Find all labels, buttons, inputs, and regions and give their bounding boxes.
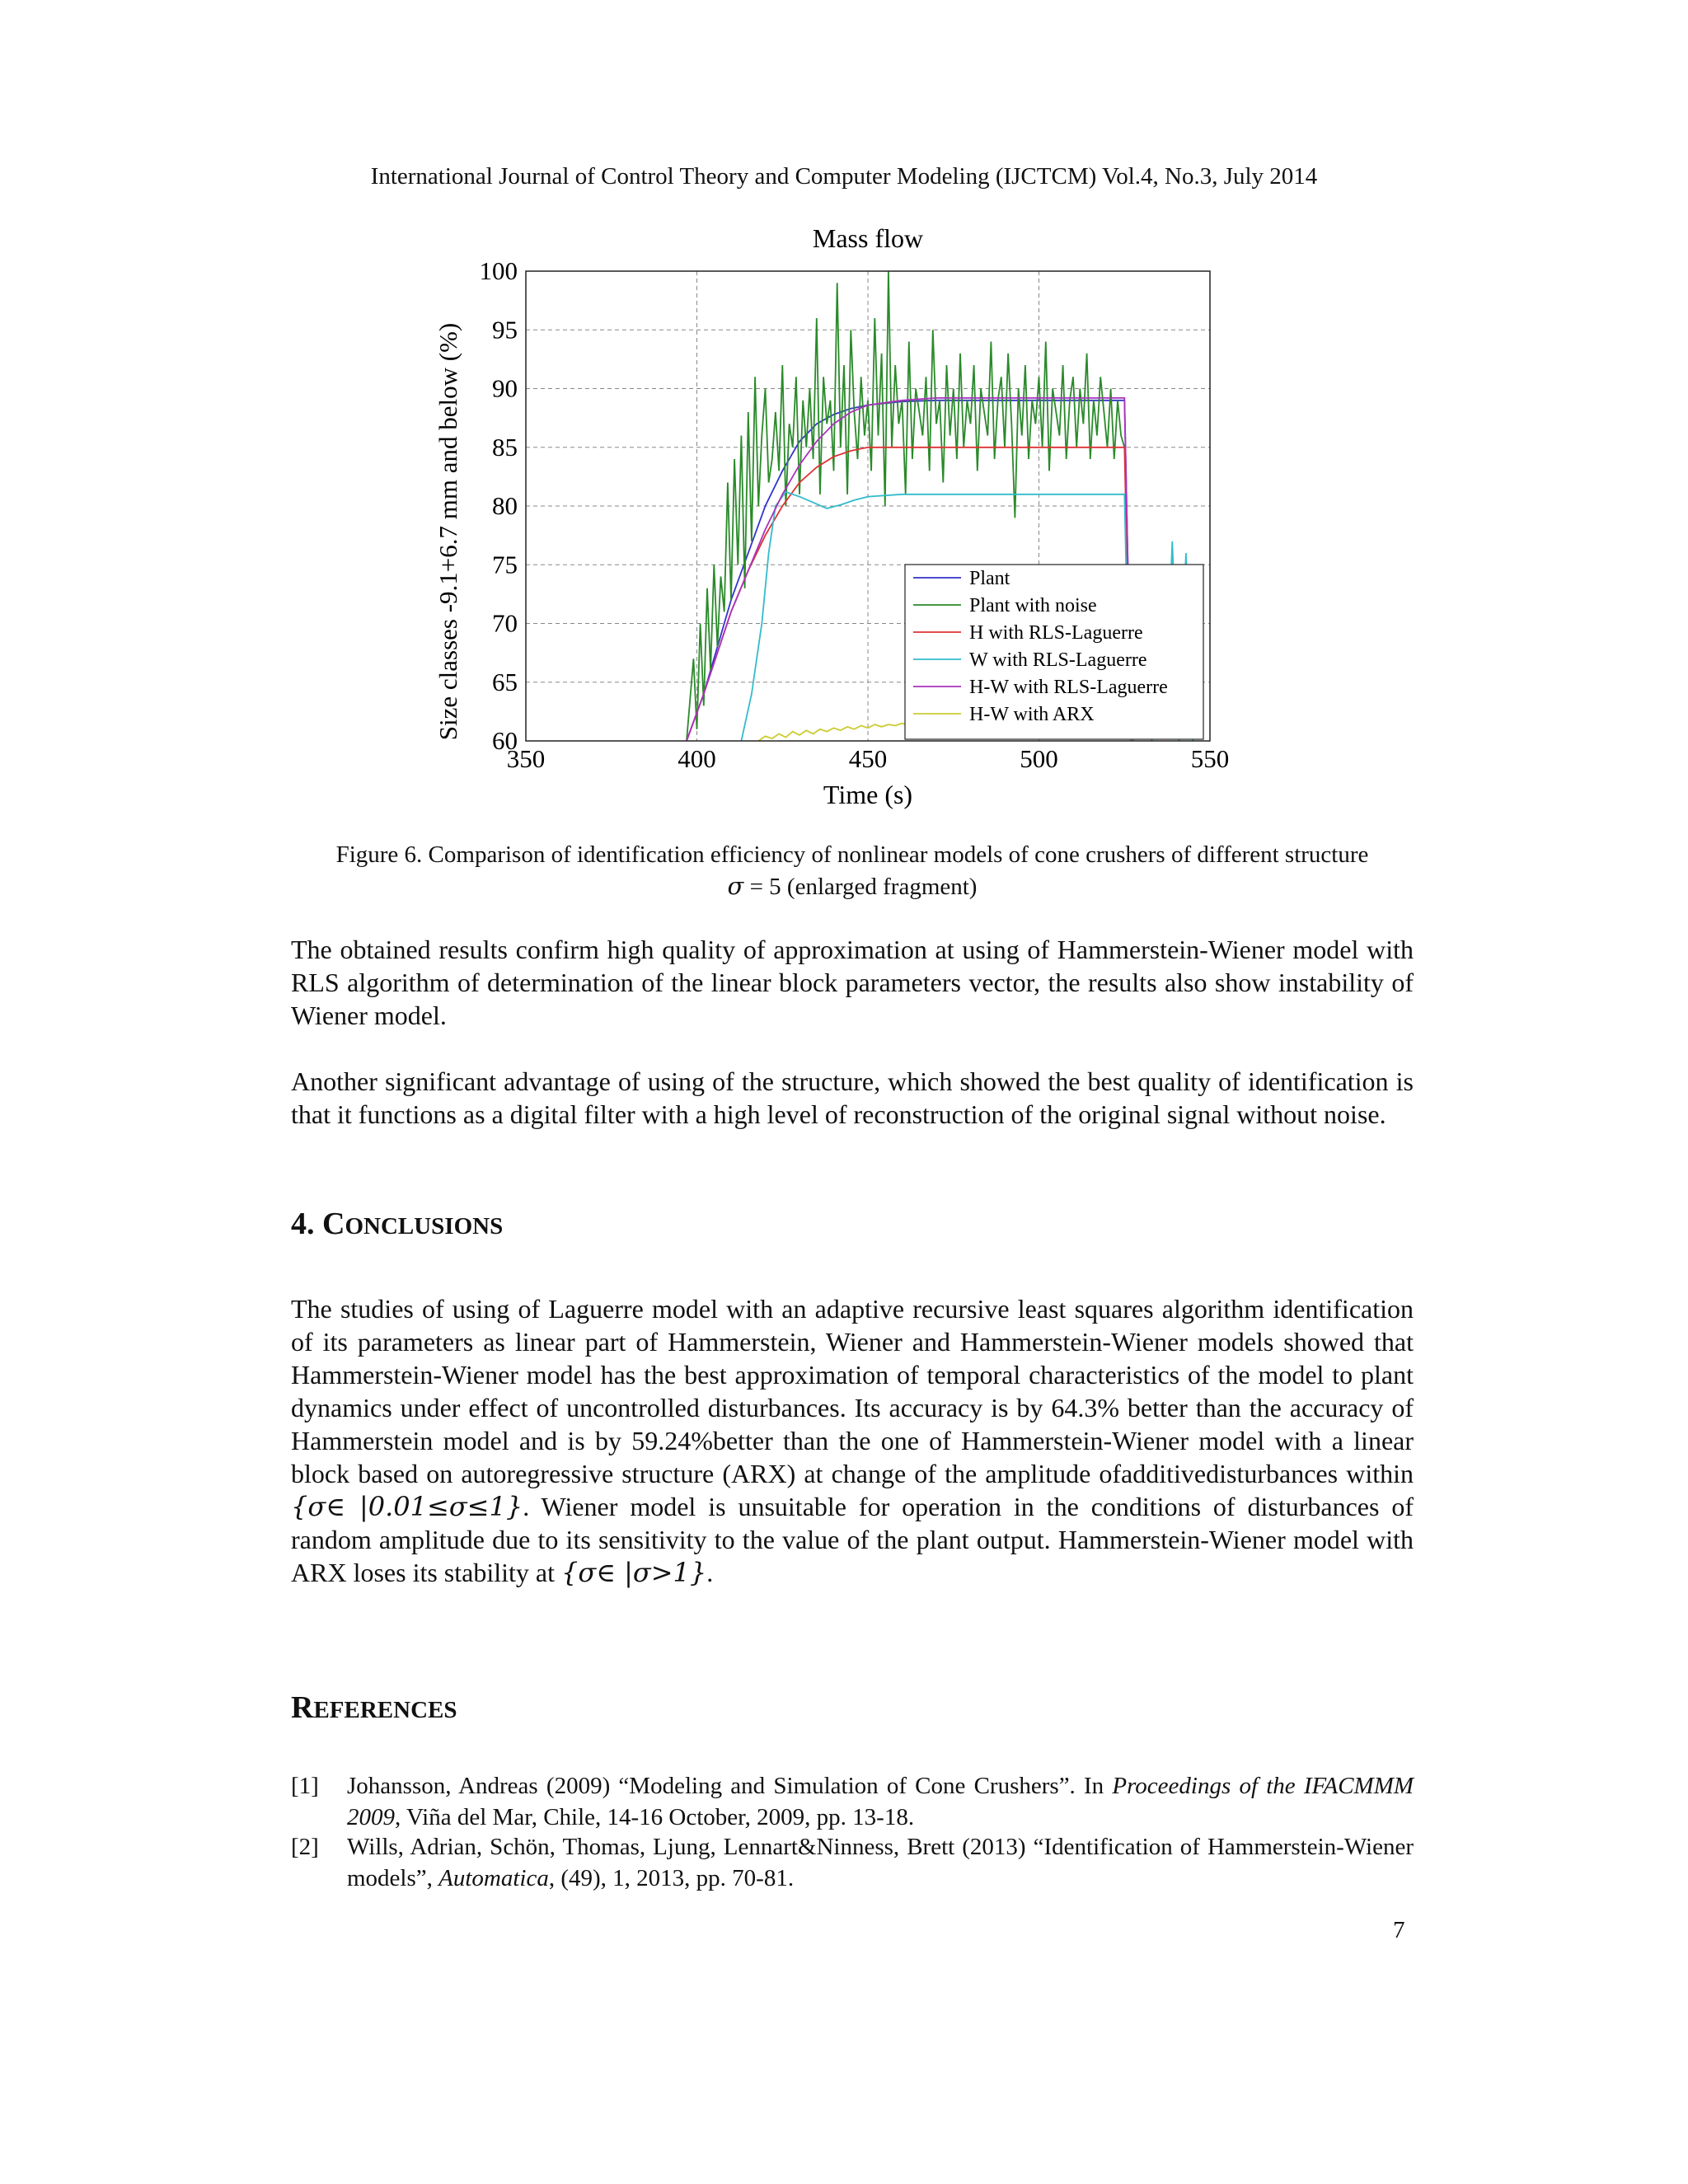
section-first-letter: C — [322, 1207, 345, 1241]
x-tick-label: 500 — [1020, 744, 1058, 773]
chart-title: Mass flow — [812, 223, 924, 253]
journal-header: International Journal of Control Theory and Computer Modeling (IJCTCM) Vol.4, No.3, July 2014 — [370, 163, 1318, 190]
y-tick-label: 75 — [492, 550, 518, 579]
caption-line-2-text: = 5 (enlarged fragment) — [743, 874, 978, 900]
legend-label: W with RLS-Laguerre — [969, 649, 1147, 671]
reference-number: [2] — [291, 1834, 319, 1860]
legend-label: H-W with RLS-Laguerre — [969, 677, 1168, 698]
legend-label: Plant — [969, 568, 1010, 589]
chart-x-axis-label: Time (s) — [823, 780, 913, 809]
paragraph-results: The obtained results confirm high quality of approximation at using of Hammerstein-Wiener model with RLS algorithm of determination of the linear block parameters vector, the results also show instability of Wiener model. — [291, 935, 1414, 1030]
math-sigma-greater: {σ∈ |σ>1} — [561, 1557, 707, 1588]
chart-legend — [905, 565, 1203, 739]
reference-text-post: , (49), 1, 2013, pp. 70-81. — [548, 1865, 795, 1891]
y-tick-label: 100 — [479, 256, 518, 285]
y-tick-label: 95 — [492, 315, 518, 344]
section-heading-conclusions — [291, 1206, 503, 1242]
math-sigma-range: {σ∈ |0.01≤σ≤1} — [291, 1491, 523, 1522]
reference-text — [347, 1770, 1414, 1833]
chart-y-axis-label: Size classes -9.1+6.7 mm and below (%) — [434, 322, 462, 741]
reference-source: Automatica — [438, 1865, 549, 1891]
mass-flow-chart — [429, 218, 1236, 820]
section-number: 4. — [291, 1207, 315, 1241]
caption-line-2 — [291, 870, 1414, 902]
y-tick-label: 70 — [492, 608, 518, 638]
page-number: 7 — [1393, 1917, 1405, 1943]
caption-sigma: σ — [727, 872, 744, 900]
section-title-rest: ONCLUSIONS — [345, 1213, 504, 1240]
y-tick-label: 85 — [492, 432, 518, 462]
legend-label: H with RLS-Laguerre — [969, 622, 1143, 644]
x-tick-label: 550 — [1190, 744, 1230, 773]
conclusions-text-b: . Wiener model is unsuitable for operation in the conditions of disturbances of random amplitude due to its sensitivity to the value of the plant output. Hammerstein-Wiener model with ARX loses its stability at — [291, 1492, 1414, 1587]
paragraph-conclusions — [291, 1292, 1414, 1589]
reference-number: [1] — [291, 1773, 319, 1799]
legend-label: Plant with noise — [969, 595, 1097, 616]
y-tick-label: 80 — [492, 491, 518, 520]
reference-text-pre: Wills, Adrian, Schön, Thomas, Ljung, Lennart&Ninness, Brett (2013) “Identification of Hammerstein-Wiener models”, — [347, 1834, 1414, 1891]
caption-line-1: Figure 6. Comparison of identification efficiency of nonlinear models of cone crushers of different structure — [335, 841, 1369, 868]
figure-caption — [291, 839, 1414, 902]
section-heading-references — [291, 1690, 457, 1726]
reference-text-post: , Viña del Mar, Chile, 14-16 October, 2009, pp. 13-18. — [395, 1804, 915, 1830]
x-tick-label: 350 — [506, 744, 546, 773]
reference-source: Proceedings of the IFACMMM 2009 — [347, 1773, 1414, 1830]
y-tick-label: 65 — [492, 667, 518, 696]
x-tick-label: 450 — [848, 744, 888, 773]
reference-text-pre: Johansson, Andreas (2009) “Modeling and Simulation of Cone Crushers”. In — [347, 1773, 1113, 1799]
y-tick-label: 60 — [492, 726, 518, 755]
conclusions-text-c: . — [706, 1558, 714, 1587]
y-tick-label: 90 — [492, 373, 518, 403]
references-first-letter: R — [291, 1690, 314, 1725]
x-tick-label: 400 — [678, 744, 716, 773]
paragraph-advantage: Another significant advantage of using of the structure, which showed the best quality of identification is that it functions as a digital filter with a high level of reconstruction of the original signal without noise. — [291, 1066, 1414, 1129]
references-title-rest: EFERENCES — [313, 1697, 457, 1723]
reference-text — [347, 1831, 1414, 1894]
legend-label: H-W with ARX — [969, 704, 1095, 725]
conclusions-text-a: The studies of using of Laguerre model with an adaptive recursive least squares algorithm identification of its parameters as linear part of Hammerstein, Wiener and Hammerstein-Wiener models showed that Hammerstein-Wiener model has the best approximation of temporal characteristics of the model to plant dynamics under effect of uncontrolled disturbances. Its accuracy is by 64.3% better than the accuracy of Hammerstein model and is by 59.24%better than the one of Hammerstein-Wiener model with a linear block based on autoregressive structure (ARX) at change of the amplitude ofadditivedisturbances within — [291, 1294, 1414, 1488]
